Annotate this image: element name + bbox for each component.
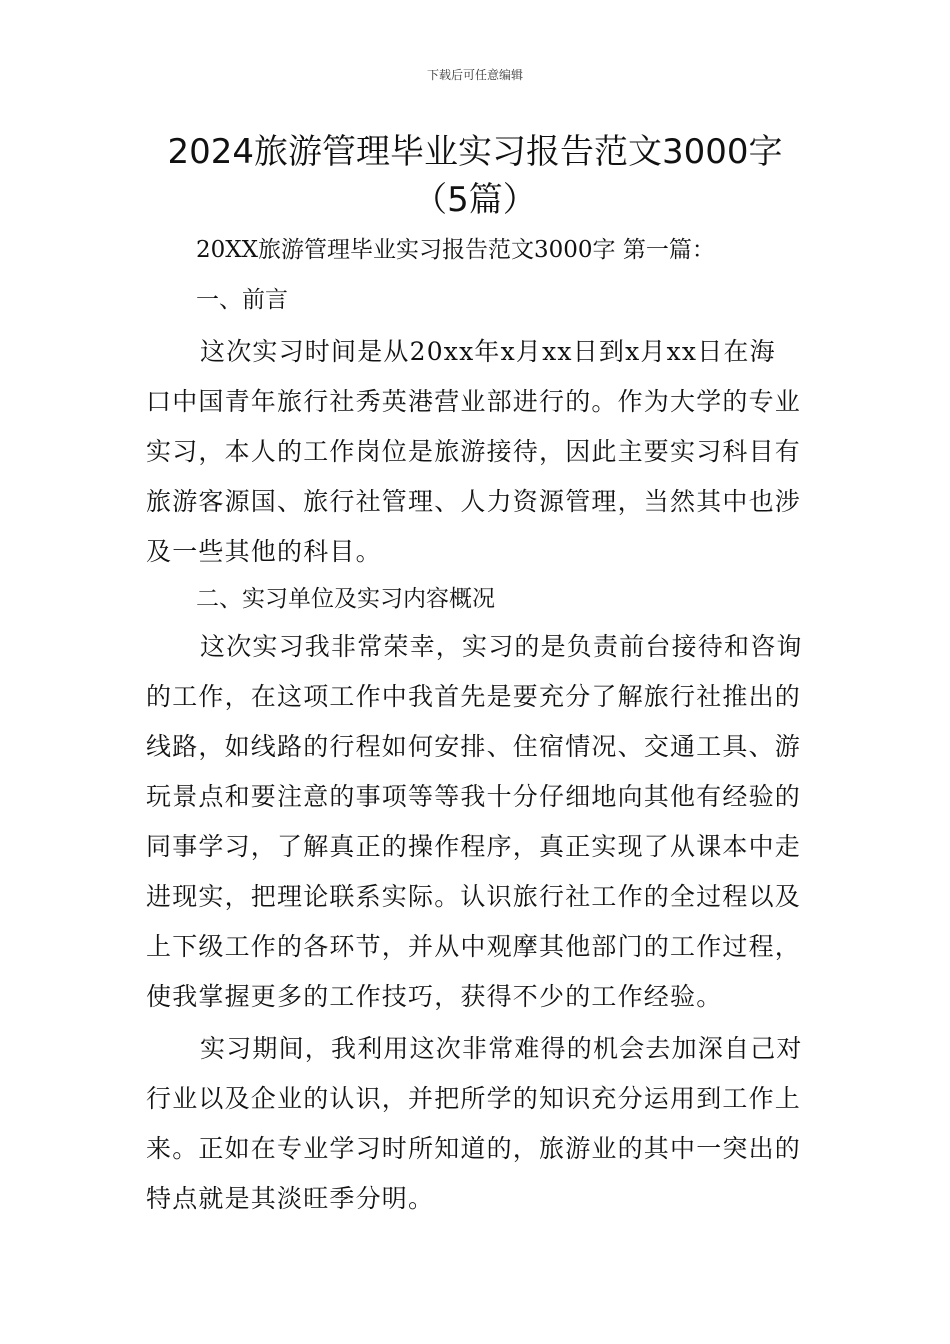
text-line: 实习期间，我利用这次非常难得的机会去加深自己对 [200,1034,803,1063]
text-line: 特点就是其淡旺季分明。 [146,1184,435,1213]
document-title-line-2: （5篇） [413,180,537,220]
section-heading-preface: 一、前言 [196,287,288,313]
text-line: 来。正如在专业学习时所知道的，旅游业的其中一突出的 [146,1134,802,1163]
document-title-line-1: 2024旅游管理毕业实习报告范文3000字 [167,132,783,172]
text-line: 旅游客源国、旅行社管理、人力资源管理，当然其中也涉 [146,487,802,516]
paragraph-overview-1 [146,622,816,1022]
text-line: 行业以及企业的认识，并把所学的知识充分运用到工作上 [146,1084,802,1113]
paragraph-preface [146,327,816,577]
text-line: 玩景点和要注意的事项等等我十分仔细地向其他有经验的 [146,782,802,811]
text-line: 口中国青年旅行社秀英港营业部进行的。作为大学的专业 [146,387,802,416]
text-line: 线路，如线路的行程如何安排、住宿情况、交通工具、游 [146,732,802,761]
section-heading-overview: 二、实习单位及实习内容概况 [196,586,495,612]
text-line: 同事学习，了解真正的操作程序，真正实现了从课本中走 [146,832,802,861]
document-subtitle: 20XX旅游管理毕业实习报告范文3000字 第一篇： [196,237,715,263]
header-note: 下载后可任意编辑 [426,68,523,82]
text-line: 这次实习时间是从20xx年x月xx日到x月xx日在海 [200,337,776,366]
text-line: 及一些其他的科目。 [146,537,382,566]
text-line: 进现实，把理论联系实际。认识旅行社工作的全过程以及 [146,882,802,911]
text-line: 使我掌握更多的工作技巧，获得不少的工作经验。 [146,982,723,1011]
text-line: 的工作，在这项工作中我首先是要充分了解旅行社推出的 [146,682,802,711]
text-line: 上下级工作的各环节，并从中观摩其他部门的工作过程， [146,932,802,961]
text-line: 这次实习我非常荣幸，实习的是负责前台接待和咨询 [200,632,803,661]
text-line: 实习，本人的工作岗位是旅游接待，因此主要实习科目有 [146,437,802,466]
paragraph-overview-2 [146,1024,816,1224]
